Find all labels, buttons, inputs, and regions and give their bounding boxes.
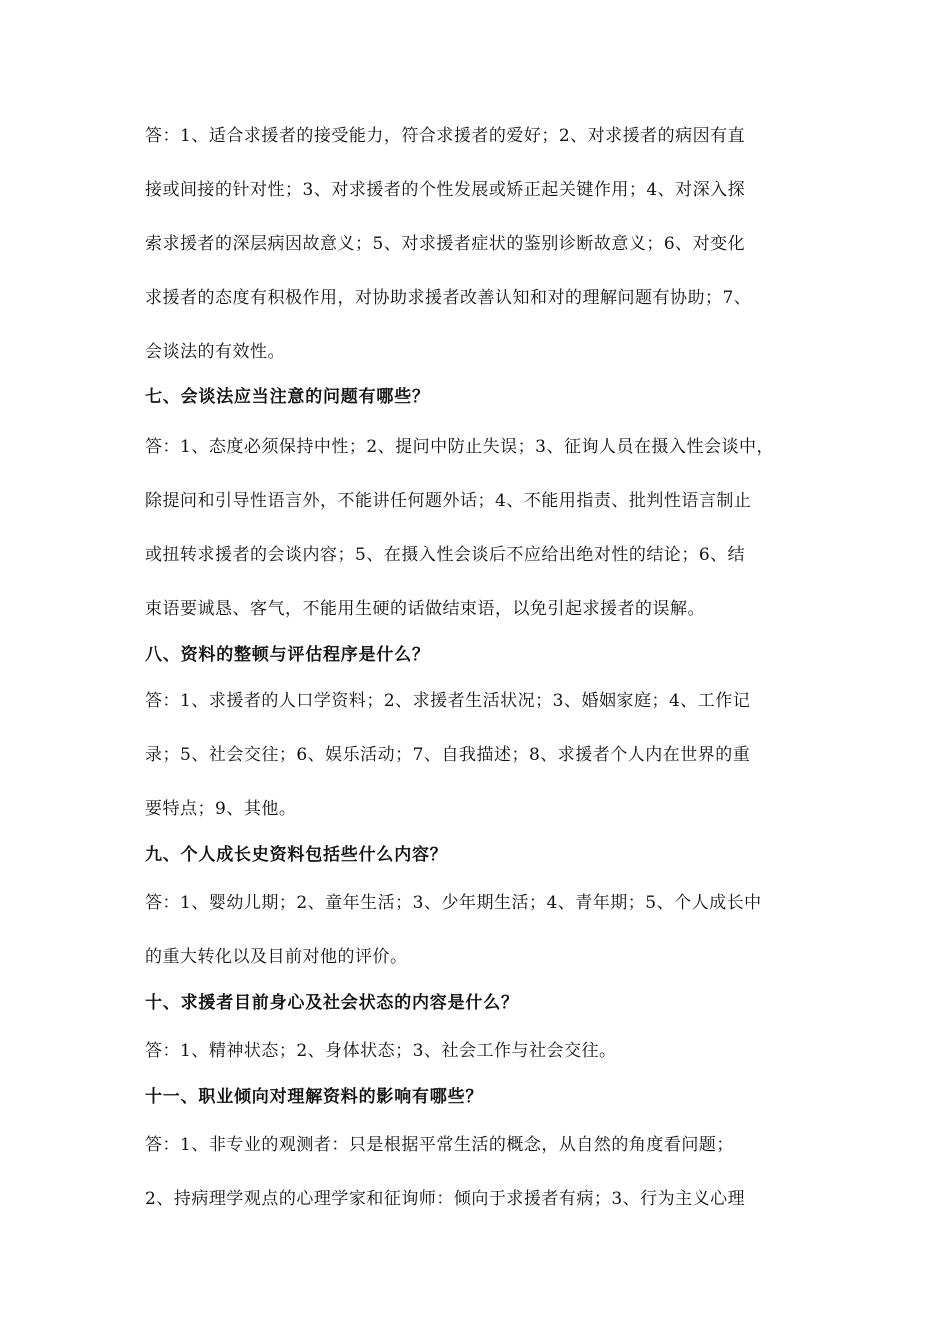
section-heading-11: 十一、职业倾向对理解资料的影响有哪些？ <box>145 1087 484 1107</box>
section-heading-8: 八、资料的整顿与评估程序是什么？ <box>145 645 430 665</box>
paragraph-line: 接或间接的针对性；3、对求援者的个性发展或矫正起关键作用；4、对深入探 <box>145 180 746 200</box>
paragraph-line: 答：1、态度必须保持中性；2、提问中防止失误；3、征询人员在摄入性会谈中， <box>145 437 774 457</box>
paragraph-line: 的重大转化以及目前对他的评价。 <box>145 947 408 967</box>
paragraph-line: 答：1、非专业的观测者：只是根据平常生活的概念，从自然的角度看问题； <box>145 1135 734 1155</box>
paragraph-line: 会谈法的有效性。 <box>145 342 285 362</box>
paragraph-line: 2、持病理学观点的心理学家和征询师：倾向于求援者有病；3、行为主义心理 <box>145 1189 746 1209</box>
paragraph-line: 求援者的态度有积极作用，对协助求援者改善认知和对的理解问题有协助；7、 <box>145 288 752 308</box>
paragraph-line: 答：1、精神状态；2、身体状态；3、社会工作与社会交往。 <box>145 1041 617 1061</box>
paragraph-line: 或扭转求援者的会谈内容；5、在摄入性会谈后不应给出绝对性的结论；6、结 <box>145 545 746 565</box>
paragraph-line: 录；5、社会交往；6、娱乐活动；7、自我描述；8、求援者个人内在世界的重 <box>145 745 751 765</box>
paragraph-line: 答：1、求援者的人口学资料；2、求援者生活状况；3、婚姻家庭；4、工作记 <box>145 691 751 711</box>
paragraph-line: 答：1、适合求援者的接受能力，符合求援者的爱好；2、对求援者的病因有直 <box>145 126 746 146</box>
paragraph-line: 要特点；9、其他。 <box>145 799 297 819</box>
paragraph-line: 索求援者的深层病因故意义；5、对求援者症状的鉴别诊断故意义；6、对变化 <box>145 234 746 254</box>
paragraph-line: 除提问和引导性语言外，不能讲任何题外话；4、不能用指责、批判性语言制止 <box>145 491 752 511</box>
section-heading-7: 七、会谈法应当注意的问题有哪些？ <box>145 387 430 407</box>
paragraph-line: 束语要诚恳、客气，不能用生硬的话做结束语，以免引起求援者的误解。 <box>145 599 705 619</box>
section-heading-9: 九、个人成长史资料包括些什么内容？ <box>145 845 448 865</box>
paragraph-line: 答：1、婴幼儿期；2、童年生活；3、少年期生活；4、青年期；5、个人成长中 <box>145 893 762 913</box>
section-heading-10: 十、求援者目前身心及社会状态的内容是什么？ <box>145 993 519 1013</box>
